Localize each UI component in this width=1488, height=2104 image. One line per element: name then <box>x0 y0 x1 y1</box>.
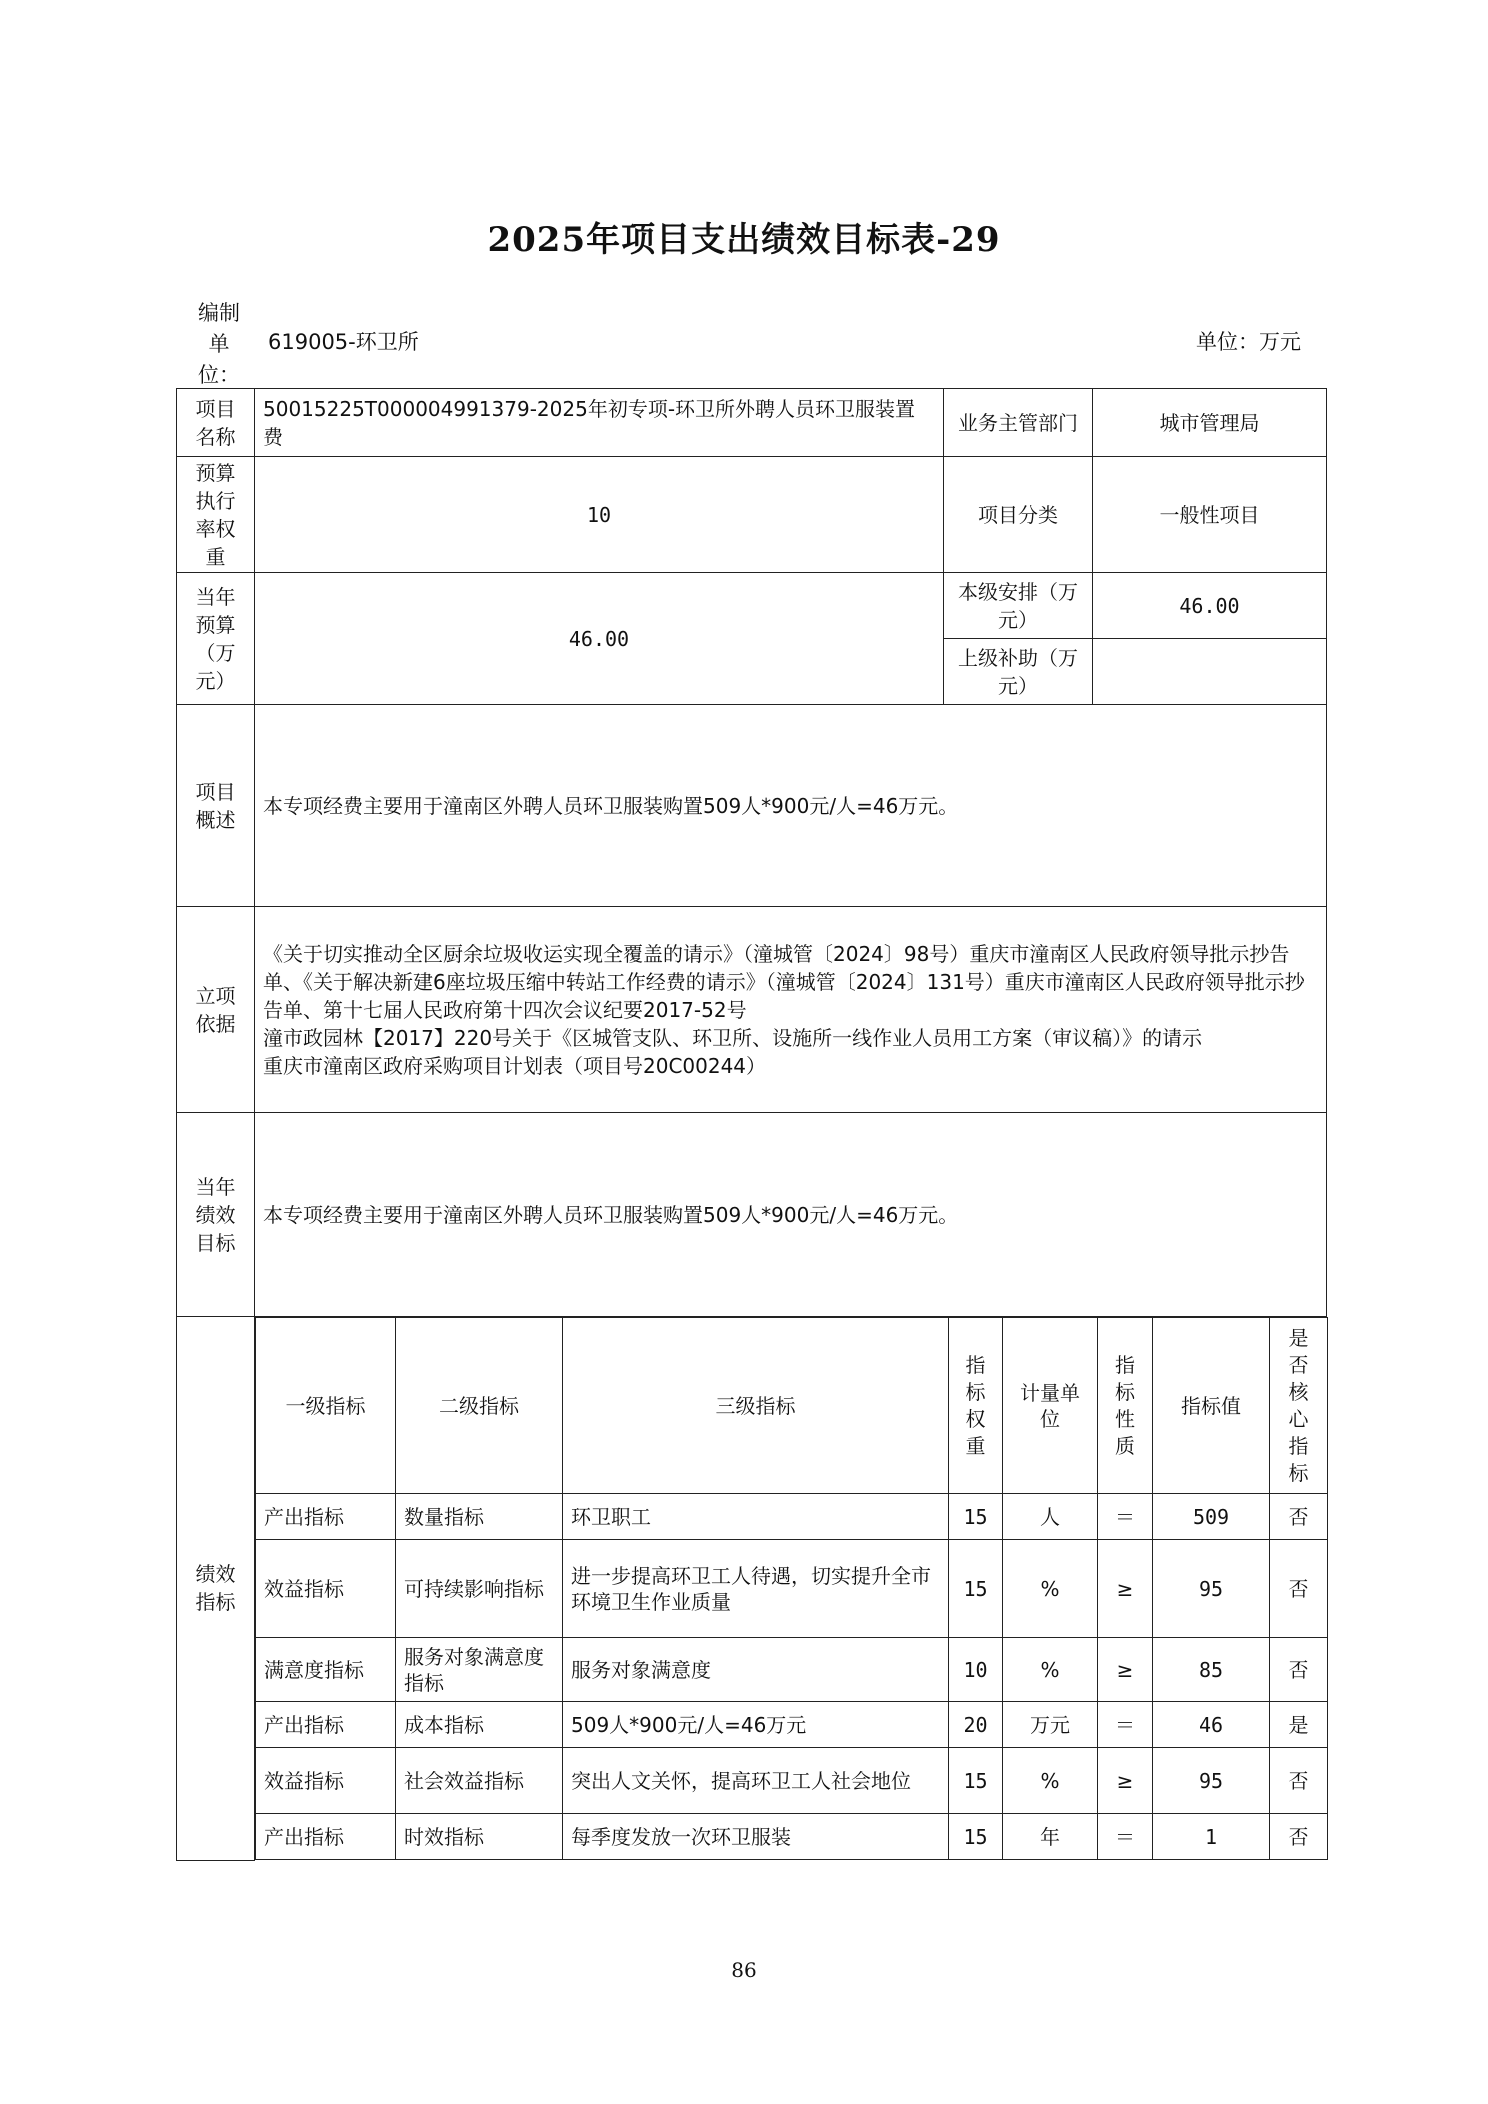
cell-level2: 时效指标 <box>396 1814 563 1860</box>
cell-level1: 效益指标 <box>256 1748 396 1814</box>
category-label: 项目分类 <box>944 457 1093 573</box>
cell-unit: % <box>1003 1540 1098 1638</box>
cell-level2: 成本指标 <box>396 1702 563 1748</box>
dept-label: 业务主管部门 <box>944 389 1093 457</box>
cell-unit: 年 <box>1003 1814 1098 1860</box>
basis-value <box>255 907 1327 1113</box>
header-level2: 二级指标 <box>396 1318 563 1494</box>
annual-budget-value: 46.00 <box>255 573 944 705</box>
cell-weight: 15 <box>949 1540 1003 1638</box>
indicators-row <box>177 1317 1327 1861</box>
overview-row <box>177 705 1327 907</box>
cell-level1: 产出指标 <box>256 1494 396 1540</box>
cell-nature: ＝ <box>1098 1814 1153 1860</box>
project-name-row <box>177 389 1327 457</box>
cell-core: 是 <box>1270 1702 1328 1748</box>
header-unit: 计量单位 <box>1003 1318 1098 1494</box>
header-nature: 指标性质 <box>1098 1318 1153 1494</box>
table-row <box>256 1702 1328 1748</box>
header-level1: 一级指标 <box>256 1318 396 1494</box>
cell-level1: 产出指标 <box>256 1814 396 1860</box>
basis-line: 重庆市潼南区政府采购项目计划表（项目号20C00244） <box>263 1053 767 1078</box>
table-row <box>256 1814 1328 1860</box>
cell-level2: 可持续影响指标 <box>396 1540 563 1638</box>
cell-level1: 产出指标 <box>256 1702 396 1748</box>
performance-target-table <box>176 388 1327 1861</box>
cell-core: 否 <box>1270 1814 1328 1860</box>
budget-weight-value: 10 <box>255 457 944 573</box>
header-core: 是否核心指标 <box>1270 1318 1328 1494</box>
header-level3: 三级指标 <box>563 1318 949 1494</box>
header-value: 指标值 <box>1153 1318 1270 1494</box>
cell-weight: 15 <box>949 1494 1003 1540</box>
cell-weight: 15 <box>949 1748 1003 1814</box>
cell-level2: 社会效益指标 <box>396 1748 563 1814</box>
cell-weight: 15 <box>949 1814 1003 1860</box>
cell-value: 95 <box>1153 1748 1270 1814</box>
cell-level1: 满意度指标 <box>256 1638 396 1702</box>
basis-row <box>177 907 1327 1113</box>
cell-level3: 每季度发放一次环卫服装 <box>563 1814 949 1860</box>
cell-level3: 进一步提高环卫工人待遇，切实提升全市环境卫生作业质量 <box>563 1540 949 1638</box>
cell-weight: 20 <box>949 1702 1003 1748</box>
cell-value: 95 <box>1153 1540 1270 1638</box>
money-unit-label: 单位：万元 <box>1196 330 1301 354</box>
annual-goal-label: 当年绩效目标 <box>177 1113 255 1317</box>
cell-unit: 人 <box>1003 1494 1098 1540</box>
cell-nature: ＝ <box>1098 1494 1153 1540</box>
budget-weight-row <box>177 457 1327 573</box>
page-title: 2025年项目支出绩效目标表-29 <box>487 220 1001 260</box>
upper-subsidy-value <box>1093 639 1327 705</box>
cell-value: 1 <box>1153 1814 1270 1860</box>
cell-level1: 效益指标 <box>256 1540 396 1638</box>
project-name-value: 50015225T000004991379-2025年初专项-环卫所外聘人员环卫服装置费 <box>255 389 944 457</box>
cell-core: 否 <box>1270 1748 1328 1814</box>
category-value: 一般性项目 <box>1093 457 1327 573</box>
annual-budget-label: 当年预算（万元） <box>177 573 255 705</box>
budget-weight-label: 预算执行率权重 <box>177 457 255 573</box>
cell-level3: 突出人文关怀，提高环卫工人社会地位 <box>563 1748 949 1814</box>
cell-level2: 数量指标 <box>396 1494 563 1540</box>
cell-level3: 服务对象满意度 <box>563 1638 949 1702</box>
page-number: 86 <box>731 1958 757 1982</box>
header-weight: 指标权重 <box>949 1318 1003 1494</box>
cell-value: 46 <box>1153 1702 1270 1748</box>
cell-nature: ≥ <box>1098 1748 1153 1814</box>
cell-value: 509 <box>1153 1494 1270 1540</box>
project-name-label: 项目名称 <box>177 389 255 457</box>
table-row <box>256 1748 1328 1814</box>
local-budget-label: 本级安排（万元） <box>944 573 1093 639</box>
table-row <box>256 1638 1328 1702</box>
basis-label: 立项依据 <box>177 907 255 1113</box>
overview-value: 本专项经费主要用于潼南区外聘人员环卫服装购置509人*900元/人=46万元。 <box>255 705 1327 907</box>
cell-level3: 509人*900元/人=46万元 <box>563 1702 949 1748</box>
upper-subsidy-label: 上级补助（万元） <box>944 639 1093 705</box>
unit-value: 619005-环卫所 <box>268 330 419 354</box>
unit-label: 编制单位： <box>198 301 240 387</box>
overview-label: 项目概述 <box>177 705 255 907</box>
cell-unit: % <box>1003 1638 1098 1702</box>
basis-line: 《关于切实推动全区厨余垃圾收运实现全覆盖的请示》（潼城管〔2024〕98号）重庆市潼南区人民政府领导批示抄告单、《关于解决新建6座垃圾压缩中转站工作经费的请示》（潼城管〔2024〕131号）重庆市潼南区人民政府领导批示抄告单、第十七届人民政府第十四次会议纪要2017-52号 <box>263 941 1305 1022</box>
indicators-cell <box>255 1317 1327 1861</box>
local-budget-value: 46.00 <box>1093 573 1327 639</box>
cell-level2: 服务对象满意度指标 <box>396 1638 563 1702</box>
cell-nature: ≥ <box>1098 1540 1153 1638</box>
cell-nature: ＝ <box>1098 1702 1153 1748</box>
annual-budget-row <box>177 573 1327 639</box>
dept-value: 城市管理局 <box>1093 389 1327 457</box>
basis-line: 潼市政园林【2017】220号关于《区城管支队、环卫所、设施所一线作业人员用工方案（审议稿）》的请示 <box>263 1025 1203 1050</box>
cell-core: 否 <box>1270 1638 1328 1702</box>
cell-unit: % <box>1003 1748 1098 1814</box>
indicators-header-row <box>256 1318 1328 1494</box>
table-row <box>256 1494 1328 1540</box>
cell-weight: 10 <box>949 1638 1003 1702</box>
cell-unit: 万元 <box>1003 1702 1098 1748</box>
cell-core: 否 <box>1270 1494 1328 1540</box>
indicators-label: 绩效指标 <box>177 1317 255 1861</box>
indicators-table <box>255 1317 1328 1860</box>
table-row <box>256 1540 1328 1638</box>
cell-core: 否 <box>1270 1540 1328 1638</box>
annual-goal-value: 本专项经费主要用于潼南区外聘人员环卫服装购置509人*900元/人=46万元。 <box>255 1113 1327 1317</box>
cell-value: 85 <box>1153 1638 1270 1702</box>
cell-nature: ≥ <box>1098 1638 1153 1702</box>
annual-goal-row <box>177 1113 1327 1317</box>
cell-level3: 环卫职工 <box>563 1494 949 1540</box>
